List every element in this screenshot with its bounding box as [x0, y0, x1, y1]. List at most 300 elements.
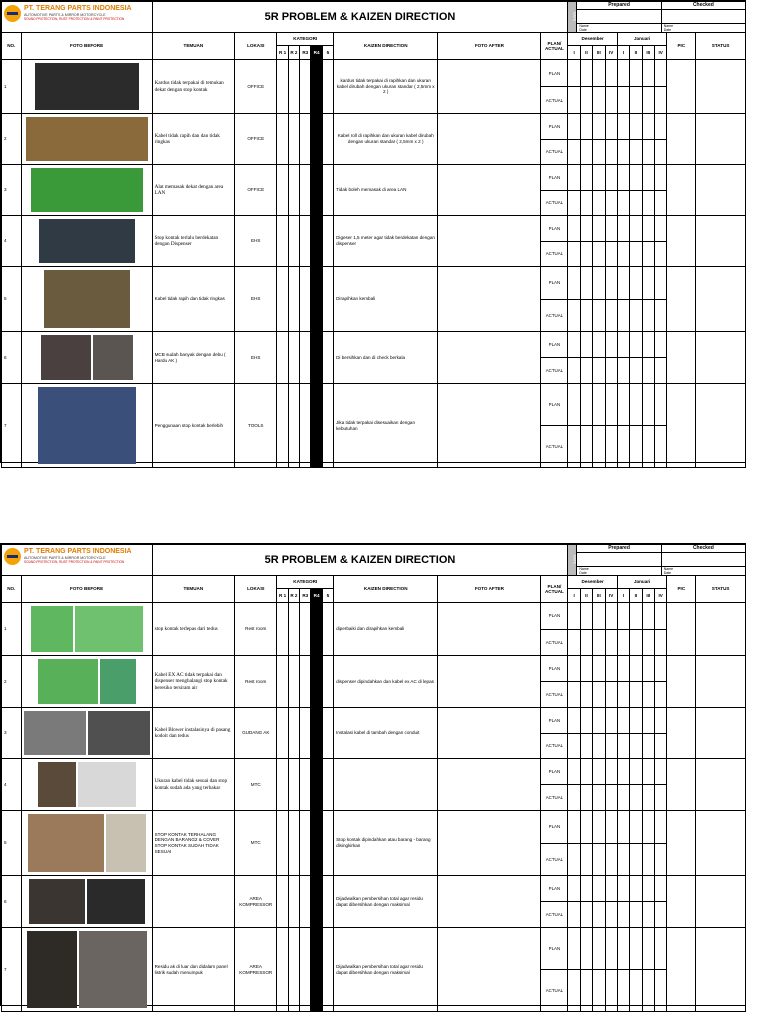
kategori-cell[interactable]	[300, 216, 311, 267]
col-januari: Januari	[617, 33, 667, 46]
kategori-cell[interactable]	[277, 928, 288, 1012]
photo-before	[38, 659, 98, 704]
week-cell[interactable]	[617, 114, 629, 165]
week-cell[interactable]	[605, 708, 617, 759]
week-cell[interactable]	[617, 876, 629, 928]
week-cell[interactable]	[630, 384, 642, 468]
status-cell[interactable]	[696, 114, 746, 165]
table-row	[2, 114, 746, 165]
week-header: IV	[655, 589, 667, 603]
foto-before-cell	[21, 384, 152, 468]
week-cell[interactable]	[630, 876, 642, 928]
kategori-cell[interactable]	[311, 928, 322, 1012]
kategori-cell[interactable]	[322, 332, 333, 384]
temuan-text: Stop kontak terlalu berdekatan dengan Dispenser	[152, 216, 235, 267]
week-cell[interactable]	[580, 165, 592, 216]
week-cell[interactable]	[630, 165, 642, 216]
kategori-cell[interactable]	[300, 332, 311, 384]
kategori-cell[interactable]	[300, 876, 311, 928]
plan-actual-cell	[541, 165, 568, 216]
week-cell[interactable]	[593, 384, 605, 468]
week-cell[interactable]	[568, 114, 580, 165]
week-cell[interactable]	[642, 332, 654, 384]
week-cell[interactable]	[655, 759, 667, 811]
kategori-cell[interactable]	[277, 759, 288, 811]
pic-cell[interactable]	[667, 759, 696, 811]
pic-cell[interactable]	[667, 60, 696, 114]
week-cell[interactable]	[593, 708, 605, 759]
kategori-cell[interactable]	[322, 384, 333, 468]
week-cell[interactable]	[630, 216, 642, 267]
plan-label: PLAN	[541, 708, 567, 734]
kategori-cell[interactable]	[311, 811, 322, 876]
foto-before-cell	[21, 876, 152, 928]
week-cell[interactable]	[580, 656, 592, 708]
pic-cell[interactable]	[667, 876, 696, 928]
kategori-cell[interactable]	[288, 60, 299, 114]
week-cell[interactable]	[605, 811, 617, 876]
kategori-cell[interactable]	[300, 928, 311, 1012]
week-cell[interactable]	[605, 165, 617, 216]
foto-before-cell	[21, 811, 152, 876]
kategori-cell[interactable]	[311, 114, 322, 165]
pic-cell[interactable]	[667, 656, 696, 708]
pic-cell[interactable]	[667, 603, 696, 656]
week-cell[interactable]	[605, 267, 617, 332]
kategori-cell[interactable]	[277, 114, 288, 165]
week-cell[interactable]	[605, 384, 617, 468]
week-cell[interactable]	[593, 656, 605, 708]
week-cell[interactable]	[605, 928, 617, 1012]
kategori-cell[interactable]	[322, 60, 333, 114]
table-row	[2, 60, 746, 114]
week-cell[interactable]	[593, 759, 605, 811]
status-cell[interactable]	[696, 759, 746, 811]
prepared-label: Prepared	[577, 545, 660, 553]
week-header: IV	[655, 46, 667, 60]
kategori-cell[interactable]	[311, 384, 322, 468]
pic-cell[interactable]	[667, 216, 696, 267]
actual-label: ACTUAL	[545, 912, 564, 917]
col-foto-before: FOTO BEFORE	[21, 33, 152, 60]
kategori-cell[interactable]	[277, 60, 288, 114]
prepared-signature-area[interactable]	[577, 553, 660, 566]
week-cell[interactable]	[568, 876, 580, 928]
week-cell[interactable]	[630, 267, 642, 332]
kategori-cell[interactable]	[322, 165, 333, 216]
week-cell[interactable]	[630, 928, 642, 1012]
foto-after-cell[interactable]	[438, 708, 541, 759]
kategori-cell[interactable]	[288, 811, 299, 876]
week-cell[interactable]	[642, 811, 654, 876]
week-cell[interactable]	[642, 708, 654, 759]
week-cell[interactable]	[655, 603, 667, 656]
kategori-cell[interactable]	[300, 708, 311, 759]
plan-actual-cell	[541, 876, 568, 928]
week-cell[interactable]	[568, 708, 580, 759]
kategori-code: 5	[322, 589, 333, 603]
week-cell[interactable]	[568, 603, 580, 656]
foto-after-cell[interactable]	[438, 759, 541, 811]
week-cell[interactable]	[642, 759, 654, 811]
temuan-text: Kardus tidak terpakai di temukan dekat dengan stop kontak	[152, 60, 235, 114]
week-cell[interactable]	[630, 759, 642, 811]
foto-before-cell	[21, 656, 152, 708]
status-cell[interactable]	[696, 656, 746, 708]
kaizen-text: Dirapihkan kembali	[334, 267, 438, 332]
week-cell[interactable]	[642, 384, 654, 468]
kategori-cell[interactable]	[322, 759, 333, 811]
week-cell[interactable]	[630, 332, 642, 384]
week-cell[interactable]	[630, 656, 642, 708]
kategori-cell[interactable]	[277, 332, 288, 384]
kategori-cell[interactable]	[288, 165, 299, 216]
week-cell[interactable]	[593, 603, 605, 656]
week-cell[interactable]	[642, 928, 654, 1012]
company-name: PT. TERANG PARTS INDONESIA	[24, 5, 132, 12]
status-cell[interactable]	[696, 60, 746, 114]
photo-before	[24, 711, 86, 755]
pic-cell[interactable]	[667, 928, 696, 1012]
status-cell[interactable]	[696, 384, 746, 468]
company-logo-cell	[2, 545, 153, 576]
table-row	[2, 811, 746, 876]
kategori-cell[interactable]	[277, 603, 288, 656]
col-temuan: TEMUAN	[152, 33, 235, 60]
week-cell[interactable]	[580, 876, 592, 928]
row-number: 2	[2, 656, 22, 708]
week-cell[interactable]	[568, 759, 580, 811]
week-cell[interactable]	[655, 928, 667, 1012]
week-cell[interactable]	[568, 165, 580, 216]
kategori-cell[interactable]	[288, 216, 299, 267]
week-cell[interactable]	[580, 928, 592, 1012]
kategori-cell[interactable]	[311, 708, 322, 759]
temuan-text: Kabel tidak rapih dan tidak ringkas	[152, 267, 235, 332]
status-cell[interactable]	[696, 216, 746, 267]
actual-label: ACTUAL	[545, 200, 564, 206]
week-cell[interactable]	[642, 114, 654, 165]
kategori-cell[interactable]	[288, 759, 299, 811]
pic-cell[interactable]	[667, 384, 696, 468]
week-cell[interactable]	[605, 876, 617, 928]
foto-after-cell[interactable]	[438, 876, 541, 928]
kaizen-text: dispenser dipindahkan dan kabel ex AC di lepas	[334, 656, 438, 708]
foto-after-cell[interactable]	[438, 332, 541, 384]
week-cell[interactable]	[605, 656, 617, 708]
foto-after-cell[interactable]	[438, 60, 541, 114]
week-cell[interactable]	[655, 384, 667, 468]
week-cell[interactable]	[580, 384, 592, 468]
kategori-cell[interactable]	[322, 267, 333, 332]
table-row	[2, 603, 746, 656]
status-cell[interactable]	[696, 332, 746, 384]
prepared-signature-area[interactable]	[577, 10, 660, 23]
week-cell[interactable]	[568, 216, 580, 267]
week-cell[interactable]	[655, 165, 667, 216]
kategori-cell[interactable]	[311, 60, 322, 114]
kategori-cell[interactable]	[322, 114, 333, 165]
week-cell[interactable]	[580, 114, 592, 165]
week-cell[interactable]	[593, 60, 605, 114]
week-cell[interactable]	[655, 267, 667, 332]
week-cell[interactable]	[630, 603, 642, 656]
photo-before	[31, 168, 143, 212]
kategori-cell[interactable]	[322, 876, 333, 928]
kategori-cell[interactable]	[322, 603, 333, 656]
week-cell[interactable]	[655, 656, 667, 708]
week-cell[interactable]	[580, 759, 592, 811]
kategori-cell[interactable]	[288, 928, 299, 1012]
week-cell[interactable]	[593, 876, 605, 928]
week-cell[interactable]	[593, 332, 605, 384]
foto-after-cell[interactable]	[438, 216, 541, 267]
week-cell[interactable]	[655, 332, 667, 384]
week-cell[interactable]	[617, 708, 629, 759]
week-cell[interactable]	[580, 708, 592, 759]
week-cell[interactable]	[617, 384, 629, 468]
kategori-cell[interactable]	[300, 384, 311, 468]
prepared-label: Prepared	[577, 2, 660, 10]
kategori-cell[interactable]	[277, 384, 288, 468]
foto-before-cell	[21, 114, 152, 165]
lokasi-text: AREA KOMPRESSOR	[235, 928, 277, 1012]
week-cell[interactable]	[580, 216, 592, 267]
foto-after-cell[interactable]	[438, 928, 541, 1012]
kategori-cell[interactable]	[322, 928, 333, 1012]
week-cell[interactable]	[593, 267, 605, 332]
company-tagline: AUTOMOTIVE PARTS & MIRROR MOTORCYCLE	[24, 556, 106, 560]
week-cell[interactable]	[655, 876, 667, 928]
week-cell[interactable]	[580, 267, 592, 332]
kategori-cell[interactable]	[288, 114, 299, 165]
week-cell[interactable]	[617, 928, 629, 1012]
week-cell[interactable]	[580, 603, 592, 656]
photo-before	[100, 659, 136, 704]
kategori-cell[interactable]	[277, 656, 288, 708]
kategori-cell[interactable]	[300, 114, 311, 165]
kategori-cell[interactable]	[311, 759, 322, 811]
week-cell[interactable]	[617, 267, 629, 332]
actual-label: ACTUAL	[545, 149, 564, 155]
pic-cell[interactable]	[667, 332, 696, 384]
foto-after-cell[interactable]	[438, 267, 541, 332]
week-cell[interactable]	[568, 332, 580, 384]
week-cell[interactable]	[642, 267, 654, 332]
page-title: 5R PROBLEM & KAIZEN DIRECTION	[152, 2, 568, 33]
week-cell[interactable]	[568, 656, 580, 708]
week-cell[interactable]	[617, 60, 629, 114]
plan-label: PLAN	[541, 928, 567, 970]
status-cell[interactable]	[696, 928, 746, 1012]
foto-after-cell[interactable]	[438, 384, 541, 468]
kategori-cell[interactable]	[322, 811, 333, 876]
kategori-cell[interactable]	[288, 656, 299, 708]
kategori-cell[interactable]	[300, 811, 311, 876]
week-cell[interactable]	[605, 216, 617, 267]
status-cell[interactable]	[696, 811, 746, 876]
kategori-cell[interactable]	[311, 332, 322, 384]
kategori-cell[interactable]	[300, 656, 311, 708]
week-cell[interactable]	[617, 656, 629, 708]
week-cell[interactable]	[568, 928, 580, 1012]
kategori-cell[interactable]	[300, 165, 311, 216]
week-cell[interactable]	[655, 60, 667, 114]
col-lokasi: LOKASI	[235, 576, 277, 603]
pic-cell[interactable]	[667, 811, 696, 876]
kategori-cell[interactable]	[288, 332, 299, 384]
kategori-cell[interactable]	[277, 216, 288, 267]
col-lokasi: LOKASI	[235, 33, 277, 60]
week-cell[interactable]	[593, 114, 605, 165]
week-cell[interactable]	[630, 811, 642, 876]
lokasi-text: EHS	[235, 332, 277, 384]
foto-after-cell[interactable]	[438, 114, 541, 165]
kategori-cell[interactable]	[322, 216, 333, 267]
week-cell[interactable]	[593, 216, 605, 267]
week-cell[interactable]	[568, 811, 580, 876]
week-cell[interactable]	[593, 928, 605, 1012]
week-cell[interactable]	[617, 811, 629, 876]
week-cell[interactable]	[580, 811, 592, 876]
week-cell[interactable]	[655, 811, 667, 876]
kategori-cell[interactable]	[288, 876, 299, 928]
kategori-cell[interactable]	[288, 267, 299, 332]
actual-label: ACTUAL	[545, 988, 564, 993]
lokasi-text: TOOLS	[235, 384, 277, 468]
company-logo	[4, 5, 132, 22]
pic-cell[interactable]	[667, 267, 696, 332]
checked-date-label: Date	[663, 571, 672, 575]
week-cell[interactable]	[642, 876, 654, 928]
week-cell[interactable]	[617, 759, 629, 811]
week-cell[interactable]	[630, 60, 642, 114]
week-header: II	[580, 589, 592, 603]
prepared-date-label: Date	[579, 571, 587, 575]
week-cell[interactable]	[642, 60, 654, 114]
kategori-cell[interactable]	[277, 267, 288, 332]
week-cell[interactable]	[568, 60, 580, 114]
pic-cell[interactable]	[667, 708, 696, 759]
lokasi-text: MTC	[235, 759, 277, 811]
actual-label: ACTUAL	[545, 251, 564, 257]
col-desember: Desember	[568, 576, 618, 589]
foto-after-cell[interactable]	[438, 603, 541, 656]
pic-cell[interactable]	[667, 165, 696, 216]
week-cell[interactable]	[593, 165, 605, 216]
kategori-code: R 2	[288, 589, 299, 603]
status-cell[interactable]	[696, 876, 746, 928]
kategori-cell[interactable]	[288, 384, 299, 468]
foto-after-cell[interactable]	[438, 811, 541, 876]
week-header: II	[630, 46, 642, 60]
photo-before	[35, 63, 139, 110]
status-cell[interactable]	[696, 267, 746, 332]
status-cell[interactable]	[696, 165, 746, 216]
kategori-cell[interactable]	[277, 708, 288, 759]
pic-cell[interactable]	[667, 114, 696, 165]
kategori-cell[interactable]	[311, 876, 322, 928]
kategori-cell[interactable]	[322, 656, 333, 708]
lokasi-text: MTC	[235, 811, 277, 876]
kategori-cell[interactable]	[300, 603, 311, 656]
week-cell[interactable]	[655, 216, 667, 267]
kategori-cell[interactable]	[311, 165, 322, 216]
kategori-cell[interactable]	[277, 876, 288, 928]
temuan-text: Ukuran kabel tidak sesuai dan stop kontak sudah ada yang terbakar	[152, 759, 235, 811]
kategori-cell[interactable]	[311, 216, 322, 267]
week-cell[interactable]	[630, 708, 642, 759]
week-cell[interactable]	[642, 656, 654, 708]
status-cell[interactable]	[696, 603, 746, 656]
temuan-text: Alat memasak dekat dengan area LAN	[152, 165, 235, 216]
week-cell[interactable]	[642, 165, 654, 216]
week-cell[interactable]	[617, 216, 629, 267]
photo-before	[28, 814, 104, 872]
kategori-cell[interactable]	[322, 708, 333, 759]
week-header: I	[617, 46, 629, 60]
week-cell[interactable]	[605, 603, 617, 656]
actual-label: ACTUAL	[545, 856, 564, 862]
kategori-cell[interactable]	[277, 165, 288, 216]
week-cell[interactable]	[605, 759, 617, 811]
week-cell[interactable]	[568, 384, 580, 468]
foto-after-cell[interactable]	[438, 165, 541, 216]
week-cell[interactable]	[605, 114, 617, 165]
col-status: STATUS	[696, 576, 746, 603]
kaizen-text: Dijadwalkan pembersihan total agar residu dapat dibersihkan dengan maksimal	[334, 876, 438, 928]
kategori-cell[interactable]	[311, 603, 322, 656]
week-cell[interactable]	[568, 267, 580, 332]
kategori-cell[interactable]	[300, 759, 311, 811]
date-box: DATE	[568, 2, 577, 32]
kategori-cell[interactable]	[300, 60, 311, 114]
checked-signature-area[interactable]	[662, 553, 745, 566]
kaizen-table	[1, 544, 746, 1012]
table-row	[2, 384, 746, 468]
week-cell[interactable]	[655, 114, 667, 165]
week-cell[interactable]	[630, 114, 642, 165]
week-cell[interactable]	[605, 332, 617, 384]
plan-actual-cell	[541, 708, 568, 759]
week-cell[interactable]	[617, 603, 629, 656]
week-cell[interactable]	[580, 332, 592, 384]
week-cell[interactable]	[617, 165, 629, 216]
kategori-cell[interactable]	[288, 603, 299, 656]
lokasi-text: OFFICE	[235, 165, 277, 216]
photo-before	[26, 117, 148, 161]
week-cell[interactable]	[617, 332, 629, 384]
kategori-code: R3	[300, 589, 311, 603]
foto-after-cell[interactable]	[438, 656, 541, 708]
row-number: 3	[2, 708, 22, 759]
week-cell[interactable]	[655, 708, 667, 759]
kategori-cell[interactable]	[300, 267, 311, 332]
kategori-cell[interactable]	[311, 267, 322, 332]
week-cell[interactable]	[593, 811, 605, 876]
week-cell[interactable]	[642, 603, 654, 656]
status-cell[interactable]	[696, 708, 746, 759]
week-cell[interactable]	[580, 60, 592, 114]
kategori-cell[interactable]	[277, 811, 288, 876]
plan-label: PLAN	[541, 384, 567, 426]
photo-before	[38, 762, 76, 807]
kategori-cell[interactable]	[311, 656, 322, 708]
week-cell[interactable]	[605, 60, 617, 114]
week-cell[interactable]	[642, 216, 654, 267]
checked-signature-area[interactable]	[662, 10, 745, 23]
kategori-cell[interactable]	[288, 708, 299, 759]
